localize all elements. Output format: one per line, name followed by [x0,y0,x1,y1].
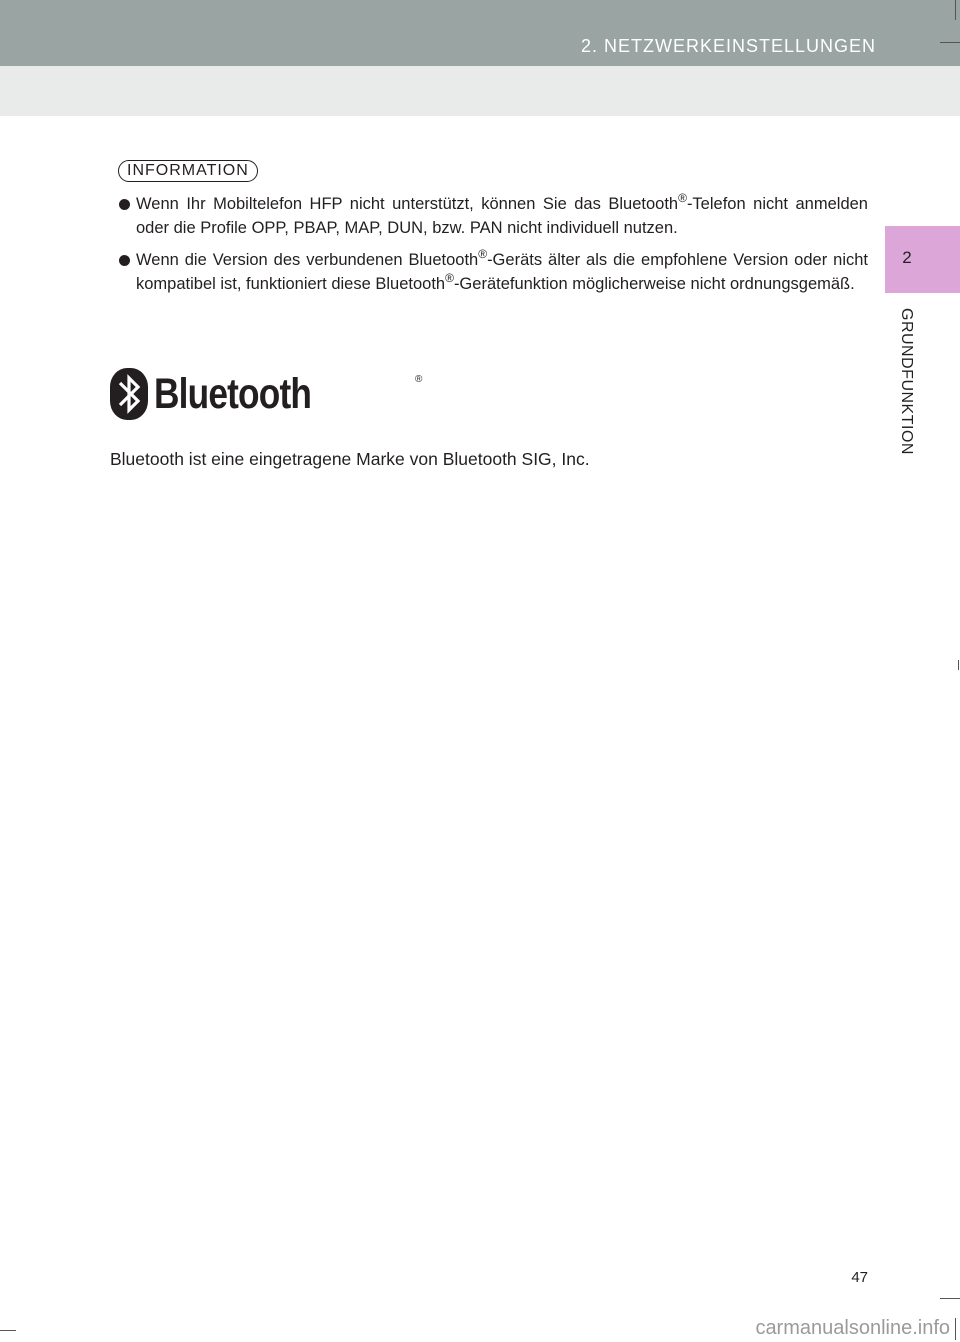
crop-mark [958,660,959,670]
crop-mark [940,42,960,43]
chapter-label [898,308,933,488]
information-tag: INFORMATION [118,160,258,182]
page-number: 47 [851,1269,868,1286]
crop-mark [955,0,956,20]
item-text: -Telefon nicht anmelden oder die Profile OPP, PBAP, MAP, DUN, bzw. PAN nicht individuell nutzen. [136,195,868,237]
item-text: -Geräts älter als die empfohlene Version oder nicht kompatibel ist, funktioniert diese Bluetooth [136,251,868,293]
header-subband [0,66,960,116]
information-box [118,160,868,304]
bullet-icon [119,199,130,210]
registered-mark: ® [678,191,687,205]
registered-mark: ® [445,271,454,285]
crop-mark [0,1330,16,1331]
list-item [118,248,868,296]
registered-mark: ® [478,247,488,261]
crop-mark [955,1318,956,1340]
registered-mark: ® [415,374,423,385]
item-text: Wenn Ihr Mobiltelefon HFP nicht unterstützt, können Sie das Bluetooth [136,195,679,213]
footer-watermark[interactable]: carmanualsonline.info [755,1317,950,1339]
information-list [118,192,868,296]
chapter-label-text: GRUNDFUNKTION [898,308,915,455]
chapter-tab[interactable] [885,226,960,293]
item-text: Wenn die Version des verbundenen Bluetooth [136,251,479,269]
bluetooth-logo [110,368,423,420]
trademark-note: Bluetooth ist eine eingetragene Marke von Bluetooth SIG, Inc. [110,449,590,469]
bullet-icon [119,255,130,266]
bluetooth-wordmark: Bluetooth [154,369,312,418]
item-text: -Gerätefunktion möglicherweise nicht ordnungsgemäß. [453,275,855,293]
chapter-number: 2 [902,248,912,267]
section-title: 2. NETZWERKEINSTELLUNGEN [580,36,876,56]
crop-mark [940,1298,960,1299]
bluetooth-icon [110,368,148,420]
list-item [118,192,868,240]
